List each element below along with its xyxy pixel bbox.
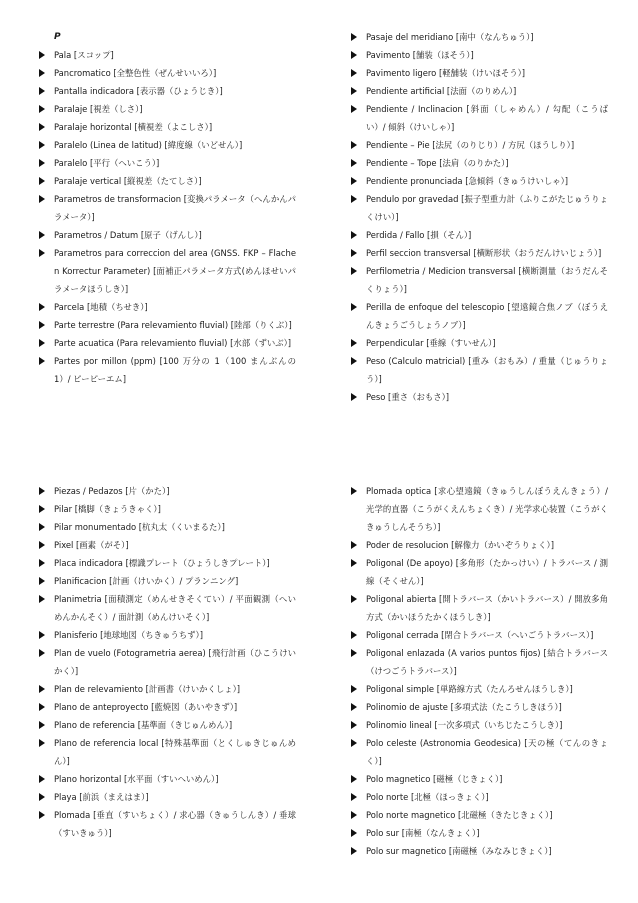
bullet-arrow-icon	[39, 721, 45, 729]
glossary-entry-text: Perilla de enfoque del telescopio [望遠鏡合焦ノブ（ぼうえんきょうごうしょうノブ）]	[366, 302, 608, 330]
glossary-entry	[38, 770, 296, 788]
term-list	[38, 482, 296, 842]
glossary-entry-text: Poligonal cerrada [閉合トラバース（へいごうトラバース）]	[366, 630, 594, 640]
bullet-arrow-icon	[39, 649, 45, 657]
glossary-entry-text: Pendiente pronunciada [急傾斜（きゅうけいしゃ）]	[366, 176, 569, 186]
bullet-arrow-icon	[351, 69, 357, 77]
bullet-arrow-icon	[351, 33, 357, 41]
glossary-entry-text: Poligonal abierta [開トラバース（かいトラバース）/ 開放多角方式（かいほうたかくほうしき）]	[366, 594, 608, 622]
glossary-entry-text: Paralelo [平行（へいこう）]	[54, 158, 160, 168]
bullet-arrow-icon	[39, 87, 45, 95]
glossary-entry-text: Perpendicular [垂線（すいせん）]	[366, 338, 496, 348]
bullet-arrow-icon	[351, 631, 357, 639]
glossary-entry-text: Parcela [地積（ちせき）]	[54, 302, 148, 312]
bullet-arrow-icon	[39, 195, 45, 203]
glossary-entry	[38, 698, 296, 716]
bullet-arrow-icon	[39, 141, 45, 149]
glossary-entry-text: Pendiente – Tope [法肩（のりかた）]	[366, 158, 509, 168]
glossary-entry-text: Polo sur magnetico [南磁極（みなみじきょく）]	[366, 846, 552, 856]
section2-left-column	[38, 482, 296, 842]
bullet-arrow-icon	[351, 177, 357, 185]
glossary-entry-text: Polo sur [南極（なんきょく）]	[366, 828, 480, 838]
glossary-entry	[38, 554, 296, 572]
glossary-entry	[350, 388, 608, 406]
glossary-entry-text: Plan de relevamiento [計画書（けいかくしょ）]	[54, 684, 241, 694]
glossary-entry	[350, 154, 608, 172]
glossary-entry-text: Placa indicadora [標識プレート（ひょうしきプレート）]	[54, 558, 270, 568]
bullet-arrow-icon	[39, 577, 45, 585]
glossary-entry-text: Polinomio de ajuste [多項式法（たこうしきほう）]	[366, 702, 562, 712]
glossary-entry	[350, 226, 608, 244]
glossary-entry-text: Peso (Calculo matricial) [重み（おもみ）/ 重量（じゅうりょう）]	[366, 356, 608, 384]
glossary-entry-text: Perdida / Fallo [損（そん）]	[366, 230, 472, 240]
bullet-arrow-icon	[39, 357, 45, 365]
glossary-entry-text: Pilar monumentado [杭丸太（くいまるた）]	[54, 522, 225, 532]
glossary-entry	[350, 644, 608, 680]
glossary-entry	[350, 28, 608, 46]
glossary-entry	[38, 572, 296, 590]
glossary-entry	[38, 626, 296, 644]
bullet-arrow-icon	[39, 177, 45, 185]
bullet-arrow-icon	[351, 775, 357, 783]
bullet-arrow-icon	[351, 249, 357, 257]
glossary-entry-text: Perfil seccion transversal [横断形状（おうだんけいじょう）]	[366, 248, 602, 258]
bullet-arrow-icon	[39, 739, 45, 747]
bullet-arrow-icon	[39, 231, 45, 239]
bullet-arrow-icon	[351, 141, 357, 149]
glossary-entry-text: Plano horizontal [水平面（すいへいめん）]	[54, 774, 219, 784]
bullet-arrow-icon	[351, 393, 357, 401]
glossary-entry	[350, 334, 608, 352]
glossary-entry-text: Paralaje vertical [縦視差（たてしさ）]	[54, 176, 202, 186]
glossary-entry-text: Pendiente / Inclinacion [斜面（しゃめん）/ 勾配（こうばい）/ 傾斜（けいしゃ）]	[366, 104, 608, 132]
bullet-arrow-icon	[39, 703, 45, 711]
glossary-entry	[38, 316, 296, 334]
glossary-entry	[350, 626, 608, 644]
glossary-entry	[350, 190, 608, 226]
glossary-entry-text: Perfilometria / Medicion transversal [横断測量（おうだんそくりょう）]	[366, 266, 608, 294]
bullet-arrow-icon	[351, 649, 357, 657]
glossary-entry	[38, 536, 296, 554]
glossary-entry-text: Parametros para correccion del area (GNSS. FKP – Flachen Korrectur Parameter) [面補正パラメータ方式(めんほせいパラメータほうしき）]	[54, 248, 296, 294]
bullet-arrow-icon	[351, 303, 357, 311]
glossary-entry	[38, 806, 296, 842]
glossary-entry	[38, 298, 296, 316]
glossary-entry	[350, 716, 608, 734]
term-list	[38, 46, 296, 388]
glossary-entry	[38, 518, 296, 536]
glossary-entry	[38, 226, 296, 244]
bullet-arrow-icon	[351, 541, 357, 549]
bullet-arrow-icon	[39, 541, 45, 549]
glossary-entry-text: Polo norte magnetico [北磁極（きたじきょく）]	[366, 810, 553, 820]
glossary-entry	[38, 244, 296, 298]
bullet-arrow-icon	[39, 487, 45, 495]
glossary-entry-text: Polo celeste (Astronomia Geodesica) [天の極（てんのきょく）]	[366, 738, 608, 766]
glossary-entry-text: Plomada [垂直（すいちょく）/ 求心器（きゅうしんき）/ 垂球（すいきゅう）]	[54, 810, 296, 838]
glossary-entry-text: Parte acuatica (Para relevamiento fluvial) [水部（ずいぶ）]	[54, 338, 292, 348]
glossary-entry-text: Pavimento [舗装（ほそう）]	[366, 50, 474, 60]
glossary-entry	[38, 46, 296, 64]
glossary-entry-text: Poligonal (De apoyo) [多角形（たかっけい）/ トラバース / 測線（そくせん）]	[366, 558, 608, 586]
bullet-arrow-icon	[351, 811, 357, 819]
glossary-entry-text: Parametros de transformacion [変換パラメータ（へんかんパラメータ）]	[54, 194, 296, 222]
bullet-arrow-icon	[39, 69, 45, 77]
glossary-entry	[350, 46, 608, 64]
glossary-entry-text: Pixel [画素（がそ）]	[54, 540, 129, 550]
glossary-entry	[350, 698, 608, 716]
glossary-entry	[38, 352, 296, 388]
glossary-entry	[38, 82, 296, 100]
glossary-entry-text: Poligonal enlazada (A varios puntos fijos) [結合トラバース（けつごうトラバース）]	[366, 648, 608, 676]
section1-left-column	[38, 28, 296, 388]
glossary-entry-text: Pavimento ligero [軽舗装（けいほそう）]	[366, 68, 526, 78]
glossary-entry-text: Planimetria [面積測定（めんせきそくてい）/ 平面観測（へいめんかんそく）/ 面計測（めんけいそく）]	[54, 594, 296, 622]
glossary-entry	[38, 118, 296, 136]
bullet-arrow-icon	[39, 559, 45, 567]
bullet-arrow-icon	[39, 51, 45, 59]
glossary-entry	[350, 64, 608, 82]
bullet-arrow-icon	[39, 505, 45, 513]
glossary-entry	[350, 734, 608, 770]
glossary-entry-text: Paralelo (Linea de latitud) [緯度線（いどせん）]	[54, 140, 243, 150]
bullet-arrow-icon	[351, 703, 357, 711]
glossary-entry	[350, 482, 608, 536]
glossary-entry-text: Parte terrestre (Para relevamiento fluvial) [陸部（りくぶ）]	[54, 320, 292, 330]
glossary-entry-text: Planisferio [地球地図（ちきゅうちず）]	[54, 630, 204, 640]
glossary-entry-text: Poligonal simple [単路線方式（たんろせんほうしき）]	[366, 684, 573, 694]
glossary-entry-text: Plano de anteproyecto [藍焼図（あいやきず）]	[54, 702, 238, 712]
glossary-entry	[350, 788, 608, 806]
glossary-entry	[350, 554, 608, 590]
bullet-arrow-icon	[351, 685, 357, 693]
glossary-entry-text: Plano de referencia [基準面（きじゅんめん）]	[54, 720, 233, 730]
glossary-entry-text: Polo norte [北極（ほっきょく）]	[366, 792, 489, 802]
glossary-entry	[350, 262, 608, 298]
letter-heading: P	[54, 32, 61, 42]
bullet-arrow-icon	[351, 559, 357, 567]
glossary-entry-text: Pantalla indicadora [表示器（ひょうじき）]	[54, 86, 223, 96]
glossary-entry-text: Partes por millon (ppm) [100 万分の 1（100 まんぶんの 1）/ ピーピーエム]	[54, 356, 296, 384]
glossary-entry-text: Parametros / Datum [原子（げんし）]	[54, 230, 202, 240]
glossary-entry	[350, 298, 608, 334]
glossary-entry	[350, 352, 608, 388]
glossary-entry-text: Polinomio lineal [一次多項式（いちじたこうしき）]	[366, 720, 563, 730]
glossary-entry	[350, 172, 608, 190]
glossary-section-2	[0, 482, 638, 882]
glossary-entry	[350, 806, 608, 824]
bullet-arrow-icon	[351, 721, 357, 729]
glossary-entry-text: Piezas / Pedazos [片（かた）]	[54, 486, 170, 496]
bullet-arrow-icon	[39, 339, 45, 347]
bullet-arrow-icon	[351, 739, 357, 747]
glossary-entry-text: Pendiente – Pie [法尻（のりじり）/ 方尻（ほうしり）]	[366, 140, 575, 150]
glossary-entry-text: Pendulo por gravedad [振子型重力計（ふりこがたじゅうりょくけい）]	[366, 194, 608, 222]
glossary-entry	[38, 680, 296, 698]
glossary-entry-text: Plomada optica [求心望遠鏡（きゅうしんぼうえんきょう）/ 光学的直器（こうがくえんちょくき）/ 光学求心装置（こうがくきゅうしんそうち）]	[366, 486, 608, 532]
bullet-arrow-icon	[351, 847, 357, 855]
bullet-arrow-icon	[351, 267, 357, 275]
glossary-entry-text: Peso [重さ（おもさ）]	[366, 392, 450, 402]
glossary-entry-text: Pilar [橋脚（きょうきゃく）]	[54, 504, 161, 514]
glossary-entry	[38, 734, 296, 770]
glossary-entry	[350, 770, 608, 788]
bullet-arrow-icon	[351, 195, 357, 203]
bullet-arrow-icon	[351, 87, 357, 95]
bullet-arrow-icon	[39, 775, 45, 783]
bullet-arrow-icon	[39, 595, 45, 603]
bullet-arrow-icon	[351, 357, 357, 365]
bullet-arrow-icon	[39, 685, 45, 693]
term-list	[350, 482, 608, 860]
bullet-arrow-icon	[39, 159, 45, 167]
glossary-entry	[38, 172, 296, 190]
bullet-arrow-icon	[351, 51, 357, 59]
glossary-entry	[38, 64, 296, 82]
bullet-arrow-icon	[351, 339, 357, 347]
glossary-entry	[350, 244, 608, 262]
bullet-arrow-icon	[351, 829, 357, 837]
glossary-entry	[350, 100, 608, 136]
term-list	[350, 28, 608, 406]
bullet-arrow-icon	[39, 631, 45, 639]
glossary-entry	[350, 82, 608, 100]
glossary-entry	[38, 190, 296, 226]
glossary-entry-text: Pancromatico [全整色性（ぜんせいいろ）]	[54, 68, 217, 78]
bullet-arrow-icon	[39, 249, 45, 257]
bullet-arrow-icon	[351, 793, 357, 801]
glossary-entry	[38, 100, 296, 118]
glossary-entry-text: Pendiente artificial [法面（のりめん）]	[366, 86, 517, 96]
glossary-entry	[38, 716, 296, 734]
glossary-entry-text: Plano de referencia local [特殊基準面（とくしゅきじゅんめん）]	[54, 738, 296, 766]
glossary-entry	[350, 680, 608, 698]
glossary-entry-text: Planificacion [計画（けいかく）/ プランニング]	[54, 576, 239, 586]
glossary-entry	[350, 590, 608, 626]
glossary-entry	[38, 482, 296, 500]
glossary-entry	[38, 154, 296, 172]
bullet-arrow-icon	[39, 321, 45, 329]
glossary-entry-text: Paralaje horizontal [横視差（よこしさ）]	[54, 122, 213, 132]
glossary-entry	[350, 136, 608, 154]
glossary-entry	[38, 788, 296, 806]
bullet-arrow-icon	[351, 105, 357, 113]
bullet-arrow-icon	[351, 159, 357, 167]
glossary-entry-text: Playa [前浜（まえはま）]	[54, 792, 149, 802]
glossary-entry-text: Pala [スコップ]	[54, 50, 114, 60]
glossary-entry-text: Polo magnetico [磁極（じきょく）]	[366, 774, 503, 784]
bullet-arrow-icon	[39, 793, 45, 801]
glossary-entry	[38, 500, 296, 518]
bullet-arrow-icon	[39, 123, 45, 131]
bullet-arrow-icon	[351, 595, 357, 603]
glossary-entry-text: Paralaje [視差（しさ）]	[54, 104, 143, 114]
glossary-entry	[38, 590, 296, 626]
glossary-entry-text: Plan de vuelo (Fotogrametria aerea) [飛行計画（ひこうけいかく）]	[54, 648, 296, 676]
glossary-entry-text: Poder de resolucion [解像力（かいぞうりょく）]	[366, 540, 554, 550]
glossary-entry	[38, 136, 296, 154]
glossary-entry	[38, 334, 296, 352]
bullet-arrow-icon	[39, 523, 45, 531]
bullet-arrow-icon	[39, 303, 45, 311]
bullet-arrow-icon	[351, 231, 357, 239]
glossary-entry	[38, 644, 296, 680]
glossary-entry	[350, 536, 608, 554]
bullet-arrow-icon	[351, 487, 357, 495]
bullet-arrow-icon	[39, 105, 45, 113]
glossary-entry-text: Pasaje del meridiano [南中（なんちゅう）]	[366, 32, 534, 42]
glossary-entry	[350, 824, 608, 842]
glossary-entry	[350, 842, 608, 860]
section1-right-column	[350, 28, 608, 406]
bullet-arrow-icon	[39, 811, 45, 819]
glossary-section-1	[0, 28, 638, 428]
section2-right-column	[350, 482, 608, 860]
